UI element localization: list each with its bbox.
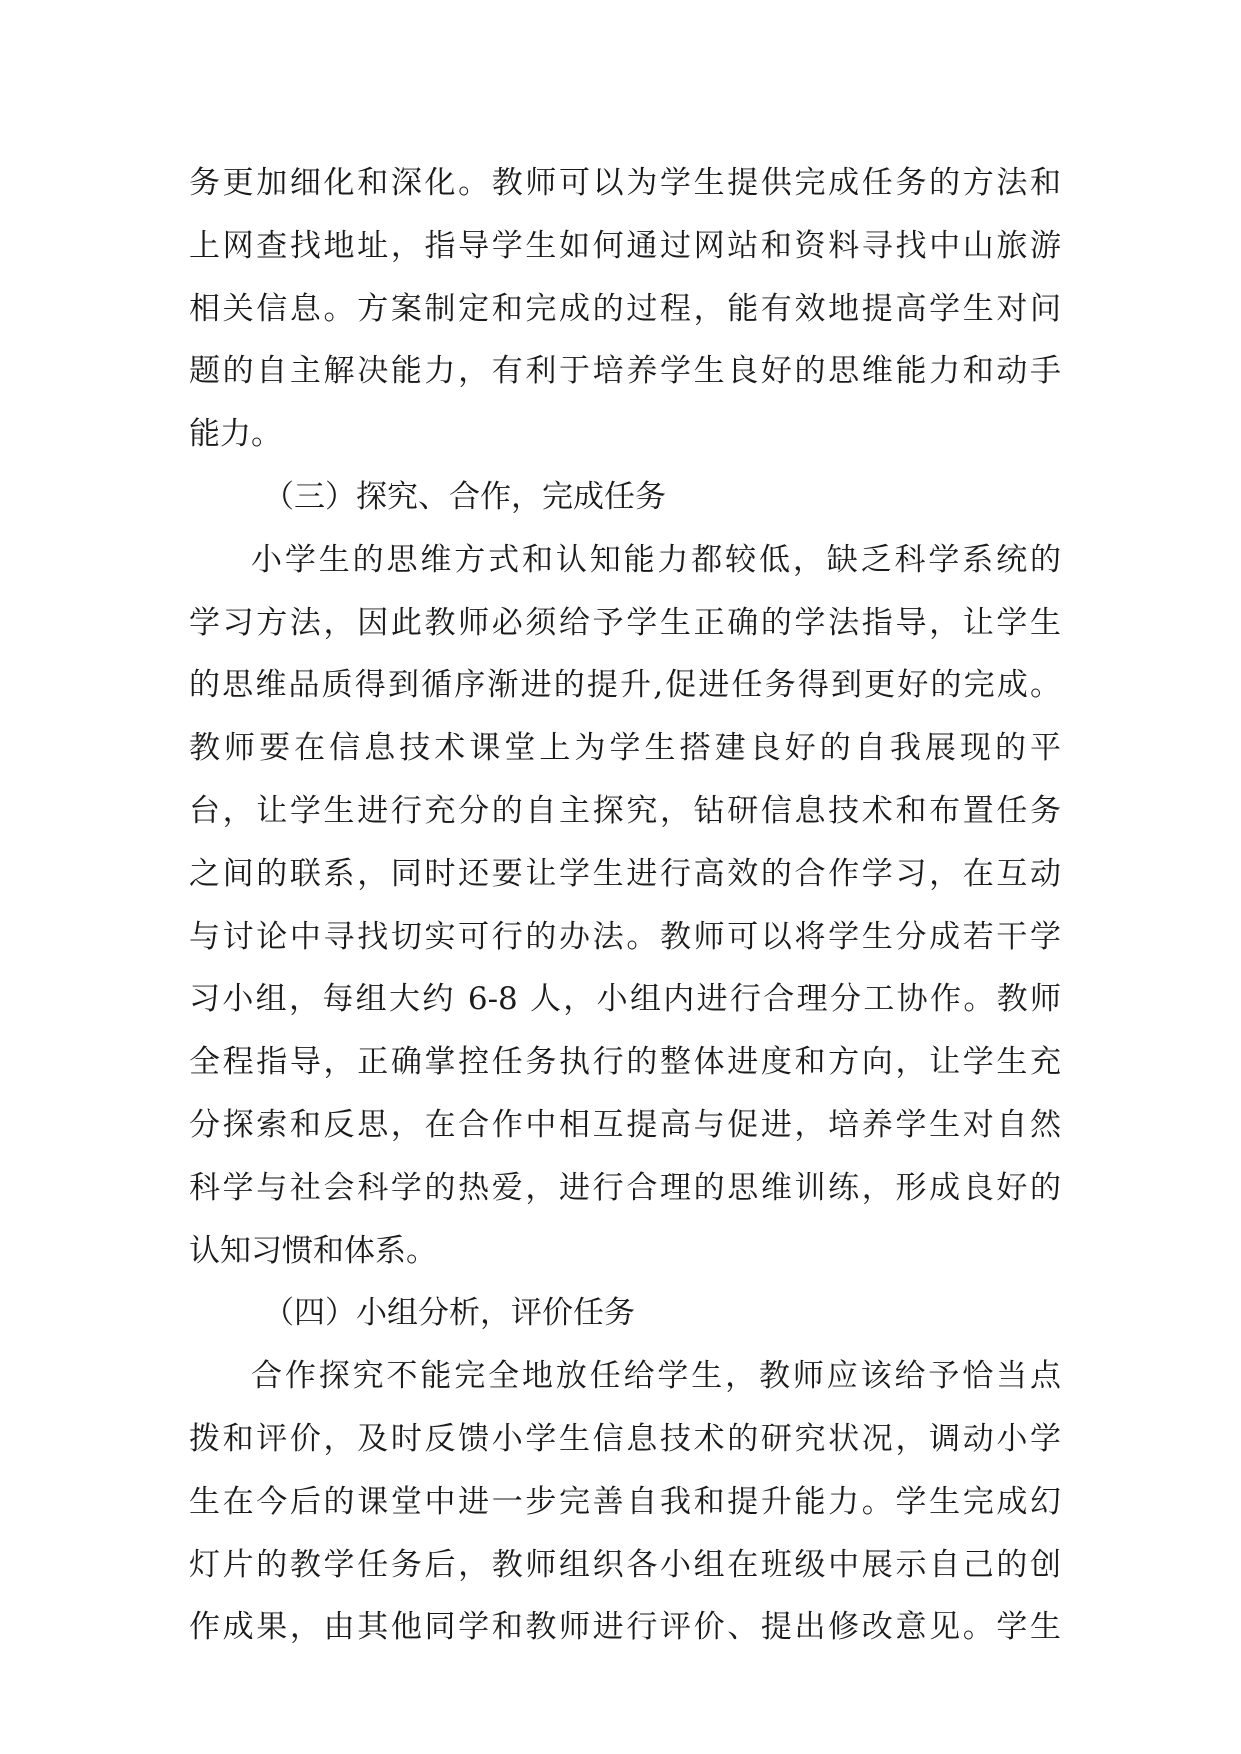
text-line: 的思维品质得到循序渐进的提升,促进任务得到更好的完成。 <box>189 667 1061 704</box>
text-line: 上网查找地址，指导学生如何通过网站和资料寻找中山旅游 <box>189 227 1061 264</box>
text-line: 教师要在信息技术课堂上为学生搭建良好的自我展现的平 <box>189 730 1061 767</box>
section-heading: （三）探究、合作，完成任务 <box>263 478 666 515</box>
document-page <box>189 152 1061 1659</box>
text-line: 务更加细化和深化。教师可以为学生提供完成任务的方法和 <box>189 165 1061 201</box>
text-line: 习小组，每组大约 6-8 人，小组内进行合理分工协作。教师 <box>189 981 1061 1018</box>
text-line: 拨和评价，及时反馈小学生信息技术的研究状况，调动小学 <box>189 1420 1061 1457</box>
text-line: 相关信息。方案制定和完成的过程，能有效地提高学生对问 <box>189 290 1061 327</box>
text-line: 作成果，由其他同学和教师进行评价、提出修改意见。学生 <box>189 1609 1061 1646</box>
text-line: 题的自主解决能力，有利于培养学生良好的思维能力和动手 <box>189 353 1061 390</box>
text-line: 灯片的教学任务后，教师组织各小组在班级中展示自己的创 <box>189 1546 1061 1583</box>
text-line: 认知习惯和体系。 <box>189 1232 437 1269</box>
text-line: 分探索和反思，在合作中相互提高与促进，培养学生对自然 <box>189 1106 1061 1143</box>
text-line: 生在今后的课堂中进一步完善自我和提升能力。学生完成幻 <box>189 1483 1061 1520</box>
text-line: 全程指导，正确掌控任务执行的整体进度和方向，让学生充 <box>189 1044 1061 1081</box>
text-line: 与讨论中寻找切实可行的办法。教师可以将学生分成若干学 <box>189 918 1061 955</box>
text-line: 学习方法，因此教师必须给予学生正确的学法指导，让学生 <box>189 604 1061 641</box>
section-heading: （四）小组分析，评价任务 <box>263 1295 635 1332</box>
paragraph-first-line: 合作探究不能完全地放任给学生，教师应该给予恰当点 <box>251 1358 1061 1395</box>
text-line: 科学与社会科学的热爱，进行合理的思维训练，形成良好的 <box>189 1169 1061 1206</box>
text-line: 能力。 <box>189 416 282 453</box>
text-line: 之间的联系，同时还要让学生进行高效的合作学习，在互动 <box>189 855 1061 892</box>
text-line: 台，让学生进行充分的自主探究，钻研信息技术和布置任务 <box>189 792 1061 829</box>
paragraph-first-line: 小学生的思维方式和认知能力都较低，缺乏科学系统的 <box>251 541 1061 578</box>
